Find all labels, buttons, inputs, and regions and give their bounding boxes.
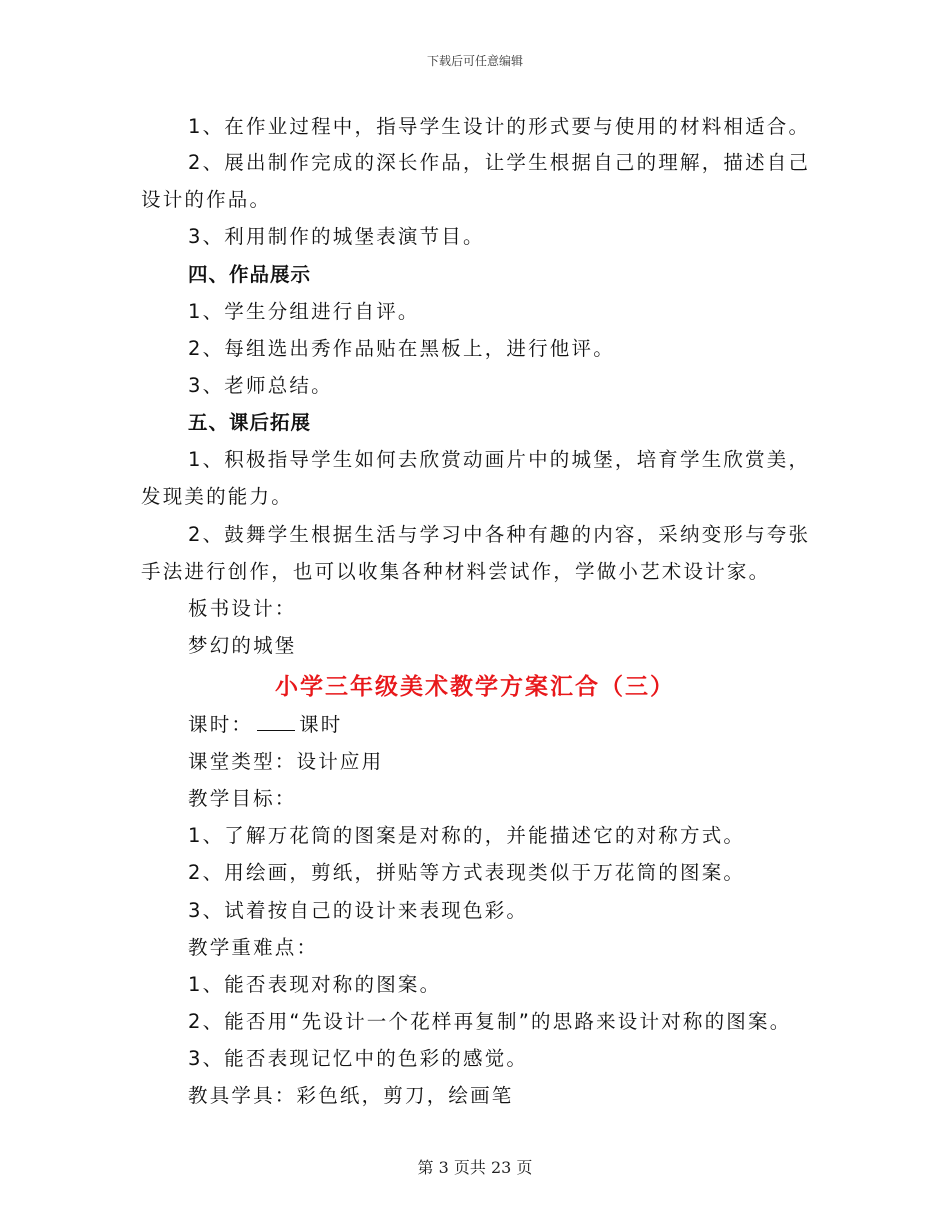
paragraph-line: 3、能否表现记忆中的色彩的感觉。	[188, 1047, 529, 1070]
class-hours-line	[188, 712, 343, 738]
paragraph-line: 课堂类型：设计应用	[188, 750, 384, 773]
page-header: 下载后可任意编辑	[426, 54, 523, 68]
paragraph-line: 2、每组选出秀作品贴在黑板上，进行他评。	[188, 337, 615, 360]
paragraph-line: 手法进行创作，也可以收集各种材料尝试作，学做小艺术设计家。	[141, 560, 771, 583]
paragraph-line: 1、能否表现对称的图案。	[188, 973, 442, 996]
paragraph-line: 1、学生分组进行自评。	[188, 300, 420, 323]
paragraph-line: 3、试着按自己的设计来表现色彩。	[188, 899, 529, 922]
paragraph-line: 2、鼓舞学生根据生活与学习中各种有趣的内容，采纳变形与夸张	[188, 523, 811, 546]
class-hours-suffix: 课时	[299, 713, 343, 736]
paragraph-line: 3、老师总结。	[188, 374, 333, 397]
paragraph-line: 板书设计：	[188, 597, 297, 620]
paragraph-line: 2、能否用“先设计一个花样再复制”的思路来设计对称的图案。	[188, 1010, 792, 1033]
paragraph-line: 2、用绘画，剪纸，拼贴等方式表现类似于万花筒的图案。	[188, 861, 746, 884]
paragraph-line: 1、积极指导学生如何去欣赏动画片中的城堡，培育学生欣赏美，	[188, 448, 811, 471]
paragraph-line: 发现美的能力。	[141, 485, 293, 508]
class-hours-label: 课时：	[188, 713, 254, 736]
paragraph-line: 2、展出制作完成的深长作品，让学生根据自己的理解，描述自己	[188, 151, 811, 174]
class-hours-blank	[257, 712, 295, 731]
paragraph-line: 教学目标：	[188, 787, 297, 810]
section-heading: 五、课后拓展	[188, 411, 312, 434]
paragraph-line: 1、在作业过程中，指导学生设计的形式要与使用的材料相适合。	[188, 115, 811, 138]
paragraph-line: 设计的作品。	[141, 188, 272, 211]
page-footer: 第 3 页共 23 页	[417, 1158, 533, 1177]
paragraph-line: 教具学具：彩色纸，剪刀，绘画笔	[188, 1084, 514, 1107]
paragraph-line: 3、利用制作的城堡表演节目。	[188, 225, 485, 248]
section-heading: 四、作品展示	[188, 263, 312, 286]
paragraph-line: 梦幻的城堡	[188, 634, 297, 657]
paragraph-line: 教学重难点：	[188, 936, 319, 959]
paragraph-line: 1、了解万花筒的图案是对称的，并能描述它的对称方式。	[188, 824, 746, 847]
document-title: 小学三年级美术教学方案汇合（三）	[275, 674, 675, 700]
